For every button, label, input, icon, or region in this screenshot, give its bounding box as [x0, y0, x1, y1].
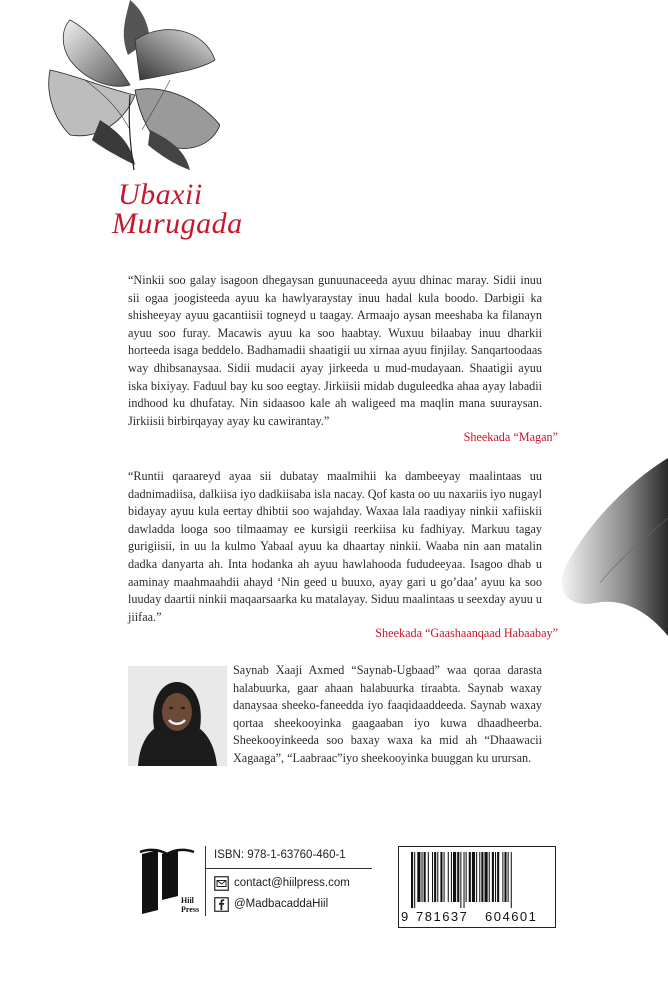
contact-email[interactable]: contact@hiilpress.com: [234, 877, 350, 889]
barcode-bar: [485, 852, 488, 902]
barcode-bar: [417, 852, 420, 902]
barcode-bar: [434, 852, 436, 902]
logo-line-2: Press: [181, 905, 200, 914]
author-photo: [128, 666, 227, 766]
book-title: [112, 180, 292, 238]
barcode-bar: [451, 852, 452, 902]
contact-email-row: [214, 875, 350, 891]
story-excerpt-1: “Ninkii soo galay isagoon dhegaysan gunuunaceeda ayuu dhinac maray. Sidii inuu sii ogaa joogisteeda ayuu ka hawlyaraystay inuu hadal kula boodo. Darbigii ka shisheeyay ayuu gacantiisii togneyd u taagay. Armaajo aysan meeshaba ka filanayn ayuu soo furay. Macawis ayuu ka soo haabtay. Wuxuu bilaabay inuu dharkii horteeda isaga beddelo. Badhamadii shaatigii uu xirnaa ayuu finjilay. Sanqartoodaas way dhibsanaysaa. Sidii mudacii ayay jirkeeda u mud-mudayaan. Shaatigii ayuu iska bixiyay. Faduul bay ku soo eegtay. Jirkiisii midab duguleedka ahaa ayay labadii indhood ku dhufatay. Nin sidaasoo kale ah waligeed ma maqlin mana suuraysan. Jirkiisii birbirqayay ayay ku cawirantay.”: [128, 273, 542, 428]
book-title-line1: Ubaxii: [118, 178, 203, 211]
author-bio: Saynab Xaaji Axmed “Saynab-Ugbaad” waa qoraa darasta halabuurka, gaar ahaan halabuurka tiraabta. Saynab waxay danaysaa sheeko-faneedda iyo faaqidaaddeeda. Saynab waxay qortaa sheekooyinka gaagaaban iyo kuwa dhaadheerba. Sheekooyinkeeda soo baxay waxa ka mid ah “Dhaawacii Xagaaga”, “Laabraac”iyo sheekooyinka buuggan ku urursan.: [233, 663, 542, 765]
author-portrait-icon: [128, 666, 227, 766]
barcode-bar: [508, 852, 509, 902]
barcode-bar: [479, 852, 480, 902]
barcode-bar: [448, 852, 449, 902]
petal-illustration: [550, 458, 668, 638]
barcode-bar: [469, 852, 471, 902]
barcode-bar: [511, 852, 512, 908]
flower-illustration: [30, 0, 220, 175]
book-title-line2: Murugada: [112, 207, 243, 240]
barcode-bar: [437, 852, 438, 902]
barcode-bar: [453, 852, 456, 902]
barcode-bar: [428, 852, 429, 902]
divider-horizontal: [206, 868, 372, 869]
barcode-bar: [495, 852, 496, 902]
barcode-bar: [444, 852, 445, 902]
facebook-icon: [214, 897, 229, 912]
barcode-bar: [481, 852, 483, 902]
barcode-bar: [492, 852, 494, 902]
barcode-bar: [432, 852, 433, 902]
contact-facebook[interactable]: @MadbacaddaHiil: [234, 898, 329, 910]
barcode-digit-lead: 9: [401, 909, 409, 924]
barcode-bars: [411, 852, 551, 908]
barcode-bar: [422, 852, 423, 902]
divider-vertical: [205, 846, 206, 916]
isbn-barcode: [398, 846, 556, 928]
barcode-digits-left: 781637: [416, 909, 469, 924]
barcode-bar: [464, 852, 465, 908]
barcode-bar: [472, 852, 475, 902]
barcode-bar: [440, 852, 442, 902]
barcode-bar: [476, 852, 477, 902]
barcode-bar: [457, 852, 459, 902]
barcode-bar: [411, 852, 413, 908]
barcode-bar: [497, 852, 499, 902]
barcode-bar: [460, 852, 461, 908]
envelope-icon: [214, 876, 229, 891]
story-attribution-1: Sheekada “Magan”: [463, 430, 558, 444]
logo-line-1: Hiil: [181, 896, 194, 905]
barcode-bar: [424, 852, 426, 902]
barcode-bar: [466, 852, 467, 902]
barcode-bar: [414, 852, 415, 908]
contact-facebook-row: [214, 896, 328, 912]
barcode-digits-right: 604601: [485, 909, 538, 924]
story-excerpt-2: “Runtii qaraareyd ayaa sii dubatay maalmihii ka dambeeyay maalintaas uu dadnimadiisa, dalkiisa iyo dadkiisaba isla nacay. Qof kasta oo uu naxariis iyo nugayl bidayay ayuu kula eertay dhibtii soo wajahday. Waxaa lala raadiyay ninkii xafiiskii dawladda looga soo tilmaamay ee kursigii reerkiisa ku fadhiyay. Markuu tagay gurigiisii, in uu la kulmo Yabaal ayuu ka dhaartay ninkii. Waaba nin aan matalin dadka danyarta ah. Inta hodanka ah ayuu hawlahooda fududeeyaa. Isagoo dhab u aaminay maahmaahdii ahayd ‘Nin geed u buuxo, ayay gari u go’daa’ ayuu ka soo luuday daartii ninkii maqaarsaarka ku matalayay. Siduu maalintaas u seexday ayuu u jiifaa.”: [128, 469, 542, 624]
barcode-bar: [504, 852, 506, 902]
barcode-digits: [399, 907, 557, 925]
story-attribution-2: Sheekada “Gaashaanqaad Habaabay”: [375, 626, 558, 640]
isbn-text: ISBN: 978-1-63760-460-1: [214, 849, 346, 861]
barcode-bar: [489, 852, 490, 902]
barcode-bar: [502, 852, 503, 902]
publisher-logo-text: [181, 896, 199, 914]
